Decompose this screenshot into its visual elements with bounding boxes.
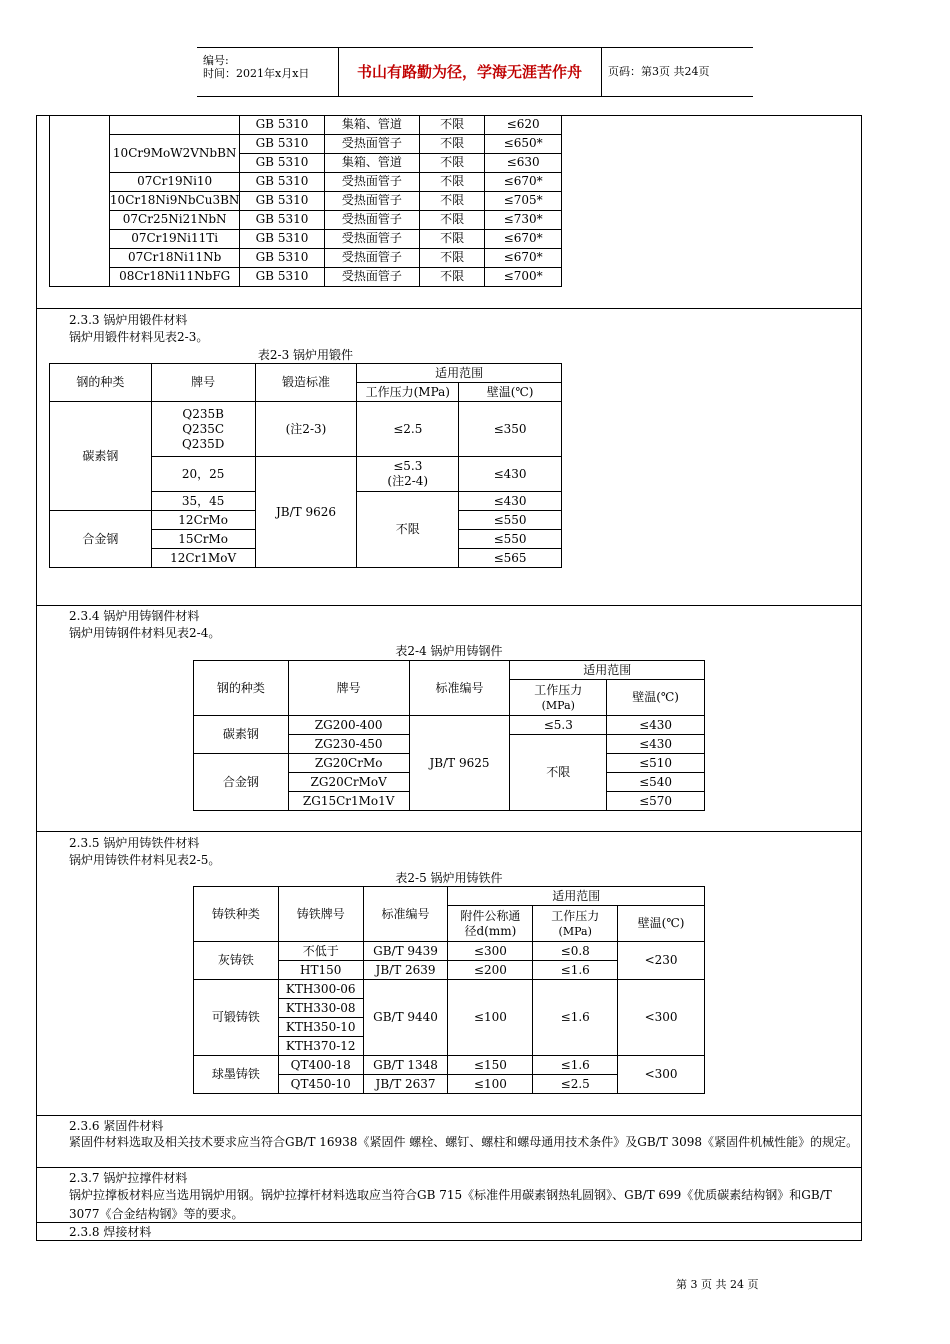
table-cell: ZG20CrMoV [288,773,409,792]
table-cell: ZG20CrMo [288,754,409,773]
table-cell: 不限 [420,267,485,286]
table-cell [109,115,239,134]
table-cell: ZG200-400 [288,716,409,735]
header-cell: 牌号 [288,661,409,716]
header-cell: 铸铁牌号 [278,887,363,942]
table-row [50,115,562,134]
table-cell: 碳素钢 [50,402,152,511]
table-cell: 20，25 [151,457,255,492]
table-caption: 表2-4 锅炉用铸钢件 [395,644,503,658]
table-cell: ≤2.5 [357,402,459,457]
table-cell: GB/T 1348 [363,1056,448,1075]
table-cell: 受热面管子 [324,134,420,153]
table-cell: 不限 [357,492,459,568]
document-number-label: 编号: [203,54,229,67]
header-line: 工作压力 [551,908,600,923]
section-divider [36,1167,862,1168]
header-motto: 书山有路勤为径，学海无涯苦作舟 [338,48,602,96]
pressure-line: ≤5.3 [393,459,423,473]
table-cell: 不限 [420,191,485,210]
header-cell: 牌号 [151,364,255,402]
section-divider [36,1240,862,1241]
table-cell: GB 5310 [240,229,324,248]
table-cell: 12CrMo [151,511,255,530]
table-cell: 07Cr19Ni10 [109,172,239,191]
section-divider [36,1115,862,1116]
table-row [50,210,562,229]
header-cell: 适用范围 [448,887,705,906]
table-header-row [50,364,562,383]
grade-line: Q235C [182,421,225,436]
table-cell: ≤200 [448,961,533,980]
table-cell: ≤700* [485,267,562,286]
table-cell: 不限 [420,153,485,172]
table-cell: 不限 [420,134,485,153]
section-intro: 锅炉用锻件材料见表2-3。 [69,330,209,344]
table-row [50,172,562,191]
table-cell: 12Cr1MoV [151,549,255,568]
table-cell: 集箱、管道 [324,115,420,134]
header-cell [448,906,533,942]
table-cell: ≤300 [448,942,533,961]
table-cell: JB/T 2637 [363,1075,448,1094]
table-cell: ≤0.8 [533,942,618,961]
table-cell: 灰铸铁 [194,942,279,980]
section-heading: 2.3.4 锅炉用铸钢件材料 [69,609,200,623]
header-unit: (MPa) [541,698,575,712]
section-heading: 2.3.8 焊接材料 [69,1225,152,1239]
table-cell: JB/T 9625 [409,716,510,811]
table-cell: ZG230-450 [288,735,409,754]
table-row [50,229,562,248]
table-cell: GB/T 9439 [363,942,448,961]
table-cell: HT150 [278,961,363,980]
header-meta-cell [197,48,339,96]
table-row [50,191,562,210]
table-cell: GB 5310 [240,267,324,286]
table-cell: ≤620 [485,115,562,134]
table-cell: GB/T 9440 [363,980,448,1056]
section-heading: 2.3.6 紧固件材料 [69,1119,164,1133]
table-cell: GB 5310 [240,210,324,229]
table-cell: <230 [618,942,705,980]
table-cell: 不限 [420,248,485,267]
table-cell: ≤550 [459,511,562,530]
table-cell: 07Cr25Ni21NbN [109,210,239,229]
page-header [197,47,753,97]
table-cell: ≤350 [459,402,562,457]
header-cell: 钢的种类 [194,661,289,716]
table-row [194,1056,705,1075]
table-row [194,942,705,961]
table-cell: 可锻铸铁 [194,980,279,1056]
header-page-label: 页码：第3页 共24页 [608,65,710,78]
grade-line: Q235B [182,406,224,421]
table-cell: ≤630 [485,153,562,172]
table-cell: ≤565 [459,549,562,568]
table-cell: GB 5310 [240,248,324,267]
table-cell: <300 [618,1056,705,1094]
table-cell: 不限 [510,735,607,811]
table-cell: ZG15Cr1Mo1V [288,792,409,811]
table-cell: 合金钢 [194,754,289,811]
table-cell: 合金钢 [50,511,152,568]
table-cell: 35，45 [151,492,255,511]
page-footer: 第 3 页 共 24 页 [676,1278,759,1291]
header-cell: 标准编号 [409,661,510,716]
header-cell: 壁温(℃) [459,383,562,402]
table-cell: ≤430 [607,735,705,754]
table-cell: 15CrMo [151,530,255,549]
table-row [50,248,562,267]
table-cell: 07Cr18Ni11Nb [109,248,239,267]
table-cell: 球墨铸铁 [194,1056,279,1094]
header-cell: 壁温(℃) [607,680,705,716]
table-cell: ≤540 [607,773,705,792]
table-cell: KTH330-08 [278,999,363,1018]
table-cell: ≤100 [448,1075,533,1094]
table-cell: ≤430 [459,492,562,511]
forging-table [49,363,562,568]
document-time-label: 时间：2021年x月x日 [203,67,310,80]
table-caption: 表2-3 锅炉用锻件 [257,348,354,362]
table-cell: ≤650* [485,134,562,153]
table-row [194,716,705,735]
table-cell: JB/T 9626 [255,457,357,568]
table-cell: GB 5310 [240,191,324,210]
header-cell: 适用范围 [510,661,705,680]
table-cell: ≤150 [448,1056,533,1075]
table-cell: <300 [618,980,705,1056]
section-heading: 2.3.5 锅炉用铸铁件材料 [69,836,200,850]
section-divider [36,308,862,309]
table-cell: GB 5310 [240,115,324,134]
table-cell: 07Cr19Ni11Ti [109,229,239,248]
table-cell: 10Cr18Ni9NbCu3BN [109,191,239,210]
table-cell: ≤670* [485,172,562,191]
table-cell: ≤2.5 [533,1075,618,1094]
header-cell: 铸铁种类 [194,887,279,942]
table-cell: ≤705* [485,191,562,210]
table-row [194,980,705,999]
table-cell: ≤5.3 [510,716,607,735]
section-divider [36,605,862,606]
table-cell: 受热面管子 [324,191,420,210]
table-cell: GB 5310 [240,172,324,191]
table-cell: GB 5310 [240,153,324,172]
grade-line: Q235D [181,436,225,451]
table-cell: 受热面管子 [324,248,420,267]
section-heading: 2.3.3 锅炉用锻件材料 [69,313,188,327]
table-cell: ≤1.6 [533,961,618,980]
table-cell: 不限 [420,210,485,229]
table-row [50,134,562,153]
table-cell: ≤430 [607,716,705,735]
table-cell: 受热面管子 [324,229,420,248]
cast-iron-table [193,886,705,1094]
table-cell: ≤550 [459,530,562,549]
section-intro: 锅炉用铸钢件材料见表2-4。 [69,626,221,640]
table-caption: 表2-5 锅炉用铸铁件 [395,871,503,885]
table-cell: 受热面管子 [324,172,420,191]
table-cell: ≤1.6 [533,1056,618,1075]
table-cell: QT450-10 [278,1075,363,1094]
table-cell: GB 5310 [240,134,324,153]
table-header-row [194,887,705,906]
table-cell: KTH300-06 [278,980,363,999]
table-cell: 10Cr9MoW2VNbBN [109,134,239,172]
table-cell: ≤430 [459,457,562,492]
table-cell: QT400-18 [278,1056,363,1075]
table-cell [357,457,459,492]
header-cell: 工作压力(MPa) [357,383,459,402]
header-line: 工作压力 [534,682,583,697]
table-cell: (注2-3) [255,402,357,457]
section-body: 紧固件材料选取及相关技术要求应当符合GB/T 16938《紧固件 螺栓、螺钉、螺柱和螺母通用技术条件》及GB/T 3098《紧固件机械性能》的规定。 [69,1135,859,1149]
table-cell: KTH350-10 [278,1018,363,1037]
note-line: (注2-4) [387,474,429,488]
table-cell: 碳素钢 [194,716,289,754]
table-cell: 集箱、管道 [324,153,420,172]
table-cell: KTH370-12 [278,1037,363,1056]
table-cell: ≤570 [607,792,705,811]
table-cell: ≤1.6 [533,980,618,1056]
header-cell: 适用范围 [357,364,562,383]
table-cell: ≤670* [485,229,562,248]
table-cell: 不限 [420,229,485,248]
section-heading: 2.3.7 锅炉拉撑件材料 [69,1171,188,1185]
table-cell: 不低于 [278,942,363,961]
header-cell: 壁温(℃) [618,906,705,942]
header-line: 附件公称通 [460,908,521,923]
header-cell [510,680,607,716]
table-row [50,267,562,286]
table-cell: ≤730* [485,210,562,229]
section-intro: 锅炉用铸铁件材料见表2-5。 [69,853,221,867]
table-cell: ≤100 [448,980,533,1056]
table-cell: ≤670* [485,248,562,267]
table-row [50,402,562,457]
header-cell [533,906,618,942]
table-cell [151,402,255,457]
continued-steel-table [49,115,562,287]
table-cell: 受热面管子 [324,210,420,229]
header-cell: 标准编号 [363,887,448,942]
table-cell: 不限 [420,172,485,191]
header-unit: (MPa) [558,924,592,938]
header-line: 径d(mm) [464,923,517,938]
section-divider [36,831,862,832]
table-header-row [194,661,705,680]
table-cell: 受热面管子 [324,267,420,286]
table-cell: 不限 [420,115,485,134]
table-cell: ≤510 [607,754,705,773]
table-cell: 08Cr18Ni11NbFG [109,267,239,286]
header-cell: 钢的种类 [50,364,152,402]
header-cell: 锻造标准 [255,364,357,402]
cast-steel-table [193,660,705,811]
table-cell: JB/T 2639 [363,961,448,980]
section-body: 锅炉拉撑板材料应当选用锅炉用钢。锅炉拉撑杆材料选取应当符合GB 715《标准件用碳素钢热轧圆钢》、GB/T 699《优质碳素结构钢》和GB/T 3077《合金结构钢》等的要求。 [69,1188,832,1221]
